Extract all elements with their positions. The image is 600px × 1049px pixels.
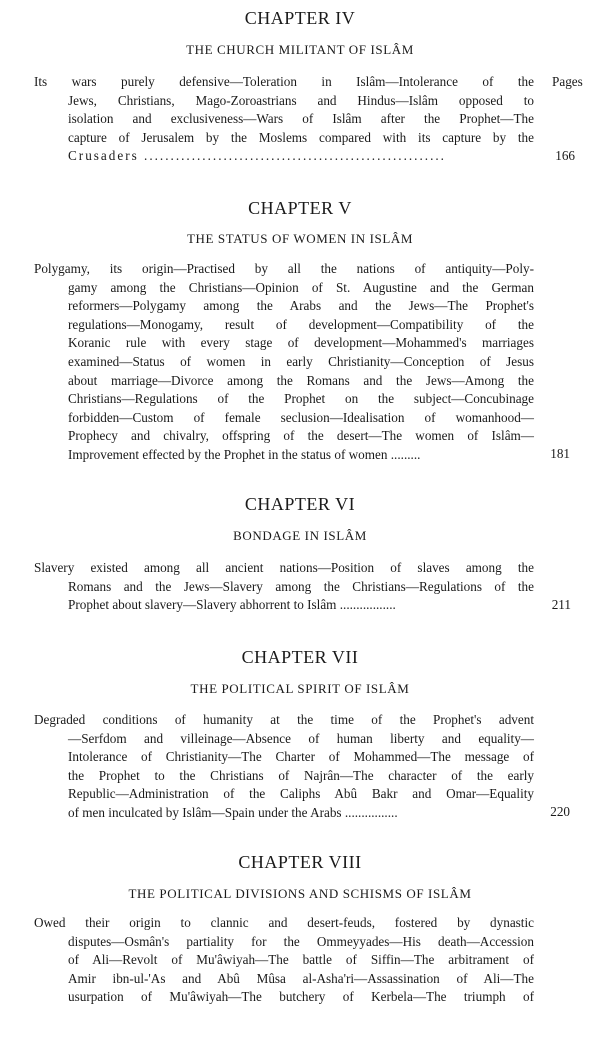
summary-line: Polygamy, its origin—Practised by all the nations of antiquity—Poly- <box>34 261 534 276</box>
summary-line: forbidden—Custom of female seclusion—Idealisation of womanhood— <box>68 409 534 425</box>
chapter-vi-subtitle: BONDAGE IN ISLÂM <box>233 528 367 543</box>
summary-line: Prophet about slavery—Slavery abhorrent to Islâm ................. <box>68 597 396 613</box>
summary-line: Romans and the Jews—Slavery among the Christians—Regulations of the <box>68 578 534 594</box>
chapter-vii-summary <box>34 711 534 823</box>
summary-line: Intolerance of Christianity—The Charter of Mohammed—The message of <box>68 749 534 765</box>
summary-line: examined—Status of women in early Christianity—Conception of Jesus <box>68 353 534 369</box>
summary-line: of men inculcated by Islâm—Spain under the Arabs ................ <box>68 804 398 820</box>
summary-line: Owed their origin to clannic and desert-feuds, fostered by dynastic <box>34 915 534 930</box>
chapter-iv-title: CHAPTER IV <box>244 8 356 28</box>
summary-line: regulations—Monogamy, result of development—Compatibility of the <box>68 316 534 332</box>
summary-line: Degraded conditions of humanity at the time of the Prophet's advent <box>34 712 534 727</box>
summary-line: about marriage—Divorce among the Romans and the Jews—Among the <box>68 372 534 388</box>
chapter-iv-page-number: 166 <box>555 148 575 163</box>
chapter-iv-subtitle: THE CHURCH MILITANT OF ISLÂM <box>186 42 414 57</box>
summary-line: Amir ibn-ul-'As and Abû Mûsa al-Asha'ri—Assassination of Ali—The <box>68 970 534 986</box>
pages-label: Pages <box>552 74 583 89</box>
summary-line: —Serfdom and villeinage—Absence of human liberty and equality— <box>68 730 534 746</box>
summary-line: of Ali—Revolt of Mu'âwiyah—The battle of Siffin—The arbitrament of <box>68 952 534 968</box>
chapter-viii-title: CHAPTER VIII <box>238 852 362 872</box>
chapter-v-page-number: 181 <box>550 446 570 461</box>
summary-line: capture of Jerusalem by the Moslems compared with its capture by the <box>68 129 534 145</box>
summary-line: usurpation of Mu'âwiyah—The butchery of Kerbela—The triumph of <box>68 989 534 1005</box>
summary-line: the Prophet to the Christians of Najrân—The character of the early <box>68 767 534 783</box>
summary-line: reformers—Polygamy among the Arabs and the Jews—The Prophet's <box>68 298 534 314</box>
chapter-vi-summary <box>34 559 534 615</box>
chapter-vii-page-number: 220 <box>550 804 570 819</box>
summary-line: Koranic rule with every stage of development—Mohammed's marriages <box>68 335 534 351</box>
chapter-viii-summary <box>34 914 534 1007</box>
chapter-vii-title: CHAPTER VII <box>241 647 359 667</box>
summary-line: Improvement effected by the Prophet in the status of women ......... <box>68 446 421 462</box>
summary-line: isolation and exclusiveness—Wars of Islâm after the Prophet—The <box>68 111 534 127</box>
summary-line: Christians—Regulations of the Prophet on the subject—Concubinage <box>68 391 534 407</box>
summary-line: Its wars purely defensive—Toleration in Islâm—Intolerance of the <box>34 74 534 89</box>
summary-line: Jews, Christians, Mago-Zoroastrians and Hindus—Islâm opposed to <box>68 92 534 108</box>
chapter-viii-subtitle: THE POLITICAL DIVISIONS AND SCHISMS OF ISLÂM <box>128 886 472 901</box>
chapter-iv-summary <box>34 73 534 166</box>
summary-line: Crusaders ......................................................... <box>68 148 446 164</box>
summary-line: Prophecy and chivalry, offspring of the desert—The women of Islâm— <box>68 428 534 444</box>
chapter-v-subtitle: THE STATUS OF WOMEN IN ISLÂM <box>186 231 414 246</box>
chapter-vi-title: CHAPTER VI <box>244 494 356 514</box>
summary-line: gamy among the Christians—Opinion of St. Augustine and the German <box>68 279 534 295</box>
chapter-v-summary <box>34 260 534 465</box>
chapter-v-title: CHAPTER V <box>248 198 352 218</box>
chapter-vii-subtitle: THE POLITICAL SPIRIT OF ISLÂM <box>190 681 410 696</box>
summary-line: Republic—Administration of the Caliphs Abû Bakr and Omar—Equality <box>68 786 534 802</box>
summary-line: disputes—Osmân's partiality for the Ommeyyades—His death—Accession <box>68 933 534 949</box>
chapter-vi-page-number: 211 <box>551 597 571 612</box>
summary-line: Slavery existed among all ancient nations—Position of slaves among the <box>34 560 534 575</box>
